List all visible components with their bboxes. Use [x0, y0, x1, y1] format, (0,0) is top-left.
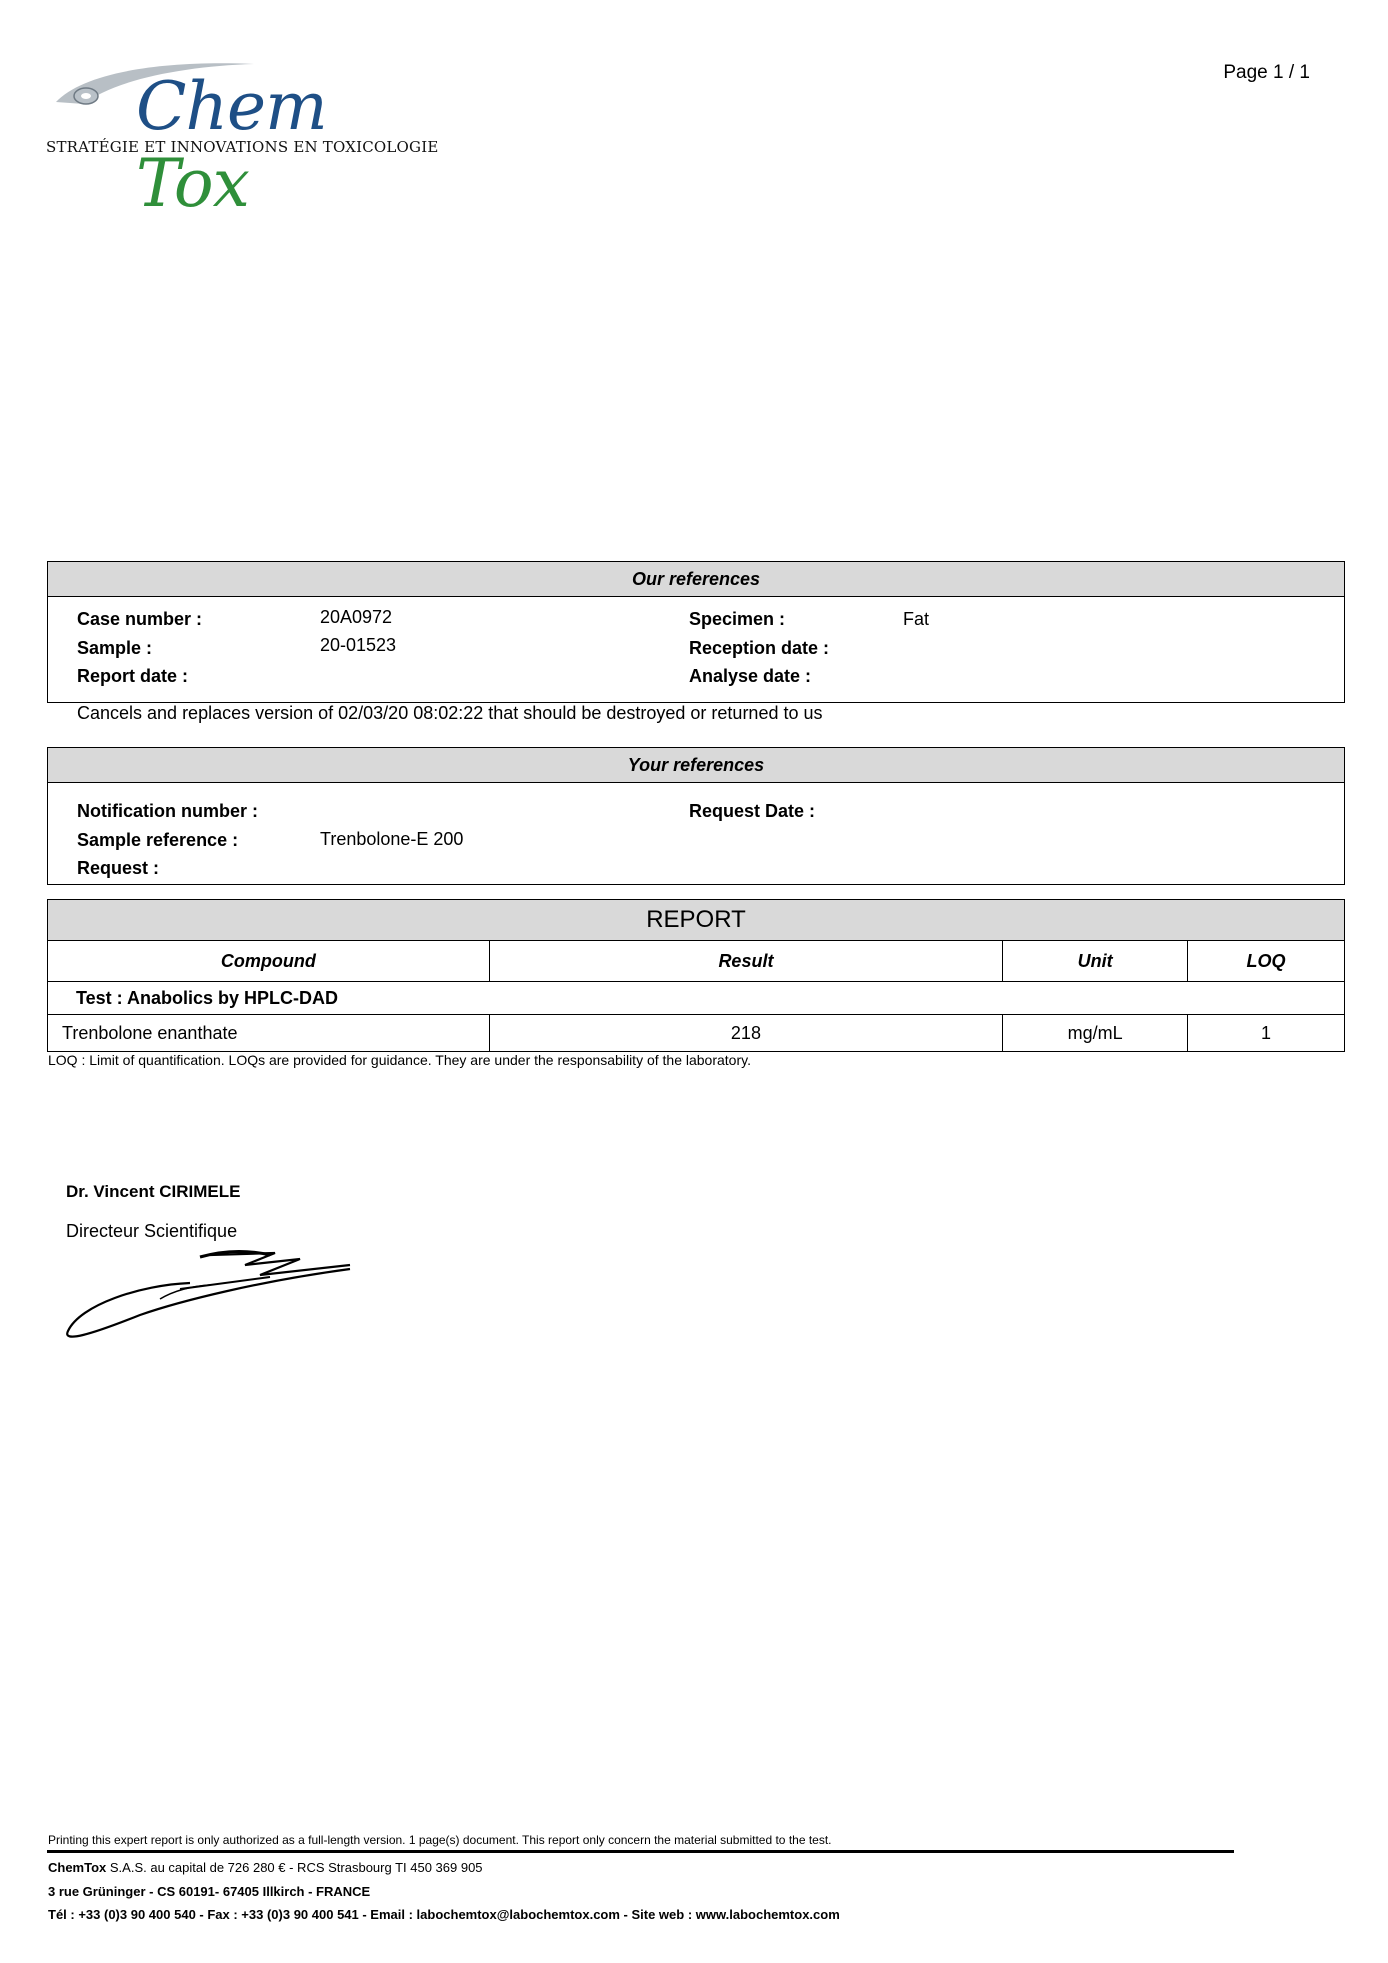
your-references-header: Your references	[48, 748, 1344, 783]
footer-company-name: ChemTox	[48, 1860, 107, 1875]
unit-cell: mg/mL	[1003, 1015, 1188, 1052]
test-row	[48, 982, 1345, 1015]
loq-cell: 1	[1188, 1015, 1345, 1052]
specimen-value: Fat	[903, 609, 930, 629]
column-header-compound: Compound	[48, 941, 490, 982]
sample-reference-label: Sample reference :	[77, 830, 239, 850]
signer-name: Dr. Vincent CIRIMELE	[66, 1182, 241, 1201]
request-date-label: Request Date :	[689, 801, 816, 821]
logo-word-tox: Tox	[136, 145, 249, 222]
report-title-row	[48, 900, 1345, 941]
signer-title: Directeur Scientifique	[66, 1221, 238, 1241]
report-table	[47, 899, 1345, 1052]
compound-cell: Trenbolone enanthate	[48, 1015, 490, 1052]
request-label: Request :	[77, 858, 160, 878]
our-references-box	[47, 561, 1345, 703]
test-label: Test : Anabolics by HPLC-DAD	[48, 982, 1345, 1015]
column-header-result: Result	[489, 941, 1003, 982]
footer-address: 3 rue Grüninger - CS 60191- 67405 Illkirch - FRANCE	[48, 1884, 371, 1899]
cancel-note: Cancels and replaces version of 02/03/20 08:02:22 that should be destroyed or returned to us	[77, 703, 823, 723]
notification-number-label: Notification number :	[77, 801, 258, 821]
column-header-loq: LOQ	[1188, 941, 1345, 982]
table-row	[48, 1015, 1345, 1052]
report-header-row	[48, 941, 1345, 982]
footer-company-details: S.A.S. au capital de 726 280 € - RCS Strasbourg TI 450 369 905	[106, 1860, 483, 1875]
analyse-date-label: Analyse date :	[689, 666, 812, 686]
footer-contact: Tél : +33 (0)3 90 400 540 - Fax : +33 (0)3 90 400 541 - Email : labochemtox@labochemtox.com - Site web : www.labochemtox.com	[48, 1907, 840, 1922]
sample-value: 20-01523	[320, 635, 397, 655]
specimen-label: Specimen :	[689, 609, 786, 629]
report-date-label: Report date :	[77, 666, 189, 686]
footer-note: Printing this expert report is only authorized as a full-length version. 1 page(s) document. This report only concern the material submitted to the test.	[48, 1833, 832, 1847]
page-number: Page 1 / 1	[1223, 62, 1310, 83]
loq-note: LOQ : Limit of quantification. LOQs are provided for guidance. They are under the responsability of the laboratory.	[48, 1052, 751, 1068]
reception-date-label: Reception date :	[689, 638, 830, 658]
signature-image	[60, 1245, 360, 1345]
our-references-header: Our references	[48, 562, 1344, 597]
footer-divider	[47, 1850, 1234, 1853]
case-number-label: Case number :	[77, 609, 203, 629]
case-number-value: 20A0972	[320, 607, 393, 627]
sample-label: Sample :	[77, 638, 153, 658]
footer-company-line	[48, 1860, 483, 1875]
column-header-unit: Unit	[1003, 941, 1188, 982]
report-title: REPORT	[48, 900, 1345, 941]
result-cell: 218	[489, 1015, 1003, 1052]
logo-word-chem: Chem	[136, 68, 327, 145]
company-logo	[44, 52, 444, 222]
your-references-box	[47, 747, 1345, 885]
sample-reference-value: Trenbolone-E 200	[320, 829, 464, 849]
logo-tagline: STRATÉGIE ET INNOVATIONS EN TOXICOLOGIE	[46, 138, 439, 156]
